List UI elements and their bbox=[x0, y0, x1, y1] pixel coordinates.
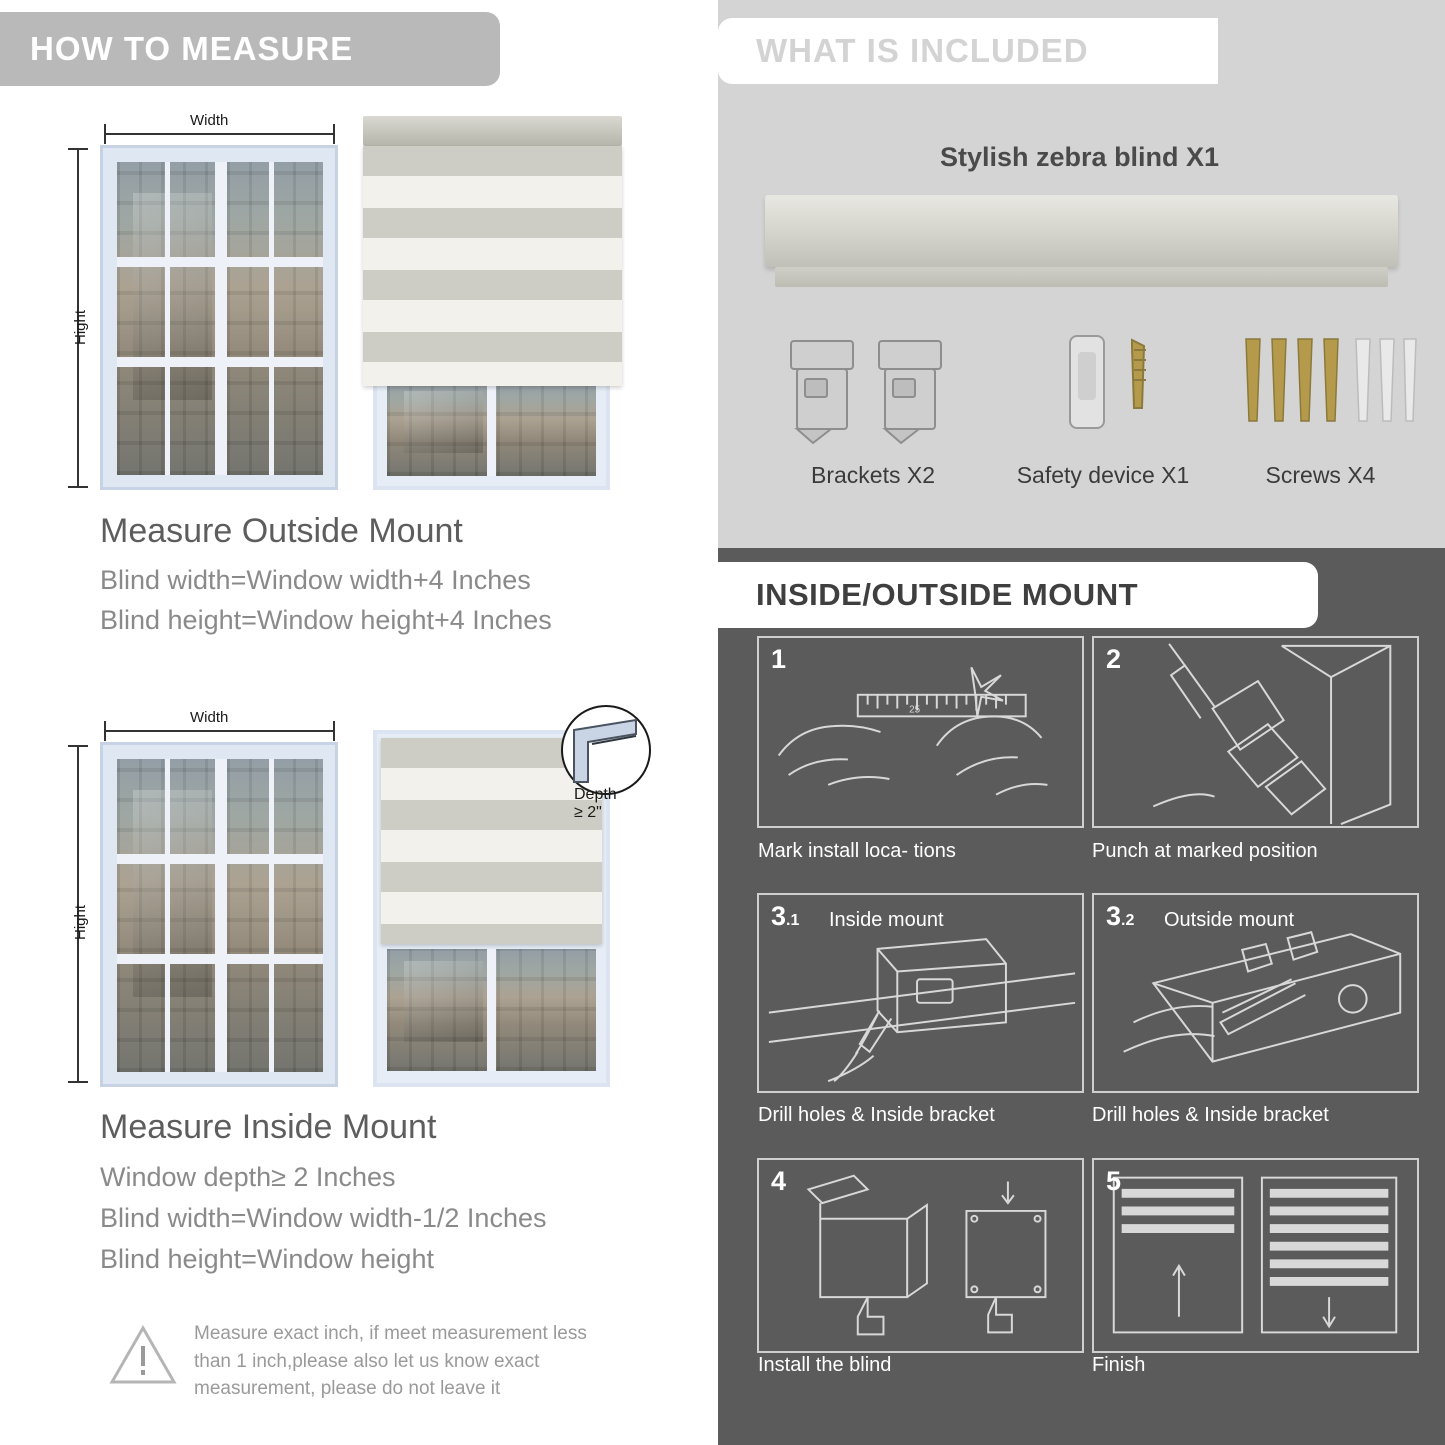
window-inside-glass bbox=[117, 759, 323, 1072]
zebra-blind-bottom-rail bbox=[775, 267, 1388, 287]
window-muntin-2 bbox=[269, 162, 274, 475]
drill-icon bbox=[1094, 638, 1417, 826]
inside-width-dim-line bbox=[104, 730, 335, 732]
part-caption-screws: Screws X4 bbox=[1265, 462, 1376, 488]
step-caption-1: Mark install loca- tions bbox=[758, 840, 956, 862]
measurement-note-text: Measure exact inch, if meet measurement less than 1 inch,please also let us know exact measurement, please do not leave it bbox=[194, 1323, 587, 1400]
hand-tape-measure-icon bbox=[759, 638, 1082, 826]
step-number-3-2-sub: .2 bbox=[1121, 912, 1135, 929]
what-is-included-tab: WHAT IS INCLUDED bbox=[718, 18, 1218, 84]
step-caption-3-1: Drill holes & Inside bracket bbox=[758, 1104, 995, 1126]
inside-outside-mount-panel bbox=[718, 548, 1445, 1445]
outside-width-dim-line bbox=[104, 133, 335, 135]
how-to-measure-tab: HOW TO MEASURE bbox=[0, 12, 500, 86]
step-card-3-1 bbox=[757, 893, 1084, 1093]
window-outside-glass bbox=[117, 162, 323, 475]
inside-width-label: Width bbox=[186, 709, 232, 726]
step-caption-3-2: Drill holes & Inside bracket bbox=[1092, 1104, 1329, 1126]
svg-text:25: 25 bbox=[909, 704, 921, 716]
outside-width-tick-left bbox=[104, 124, 106, 144]
window-inside-mullion-vertical bbox=[215, 759, 227, 1072]
inside-height-label: Hight bbox=[72, 904, 89, 940]
window-inside bbox=[100, 742, 338, 1087]
step-card-5 bbox=[1092, 1158, 1419, 1353]
window-muntin-1 bbox=[165, 162, 170, 475]
step-card-1 bbox=[757, 636, 1084, 828]
blind-window-mullion bbox=[487, 381, 496, 476]
blind-inside-window-mullion bbox=[487, 949, 496, 1071]
step-number-2: 2 bbox=[1106, 644, 1122, 674]
step-card-3-2 bbox=[1092, 893, 1419, 1093]
blind-inside-glass bbox=[387, 949, 596, 1071]
inside-mount-line-1: Window depth≥ 2 Inches bbox=[100, 1162, 396, 1192]
step-number-3-1-sub: .1 bbox=[786, 912, 800, 929]
safety-device-icon bbox=[1058, 330, 1183, 450]
zebra-fabric-outside bbox=[363, 146, 622, 386]
part-caption-brackets: Brackets X2 bbox=[811, 462, 935, 488]
how-to-measure-panel bbox=[0, 0, 712, 1445]
window-mullion-vertical bbox=[215, 162, 227, 475]
included-main-item: Stylish zebra blind X1 bbox=[940, 142, 1220, 172]
outside-mount-title: Measure Outside Mount bbox=[100, 512, 463, 550]
window-inside-mullion-h1 bbox=[117, 854, 323, 864]
step-number-5: 5 bbox=[1106, 1166, 1122, 1196]
warning-triangle-icon bbox=[108, 1320, 178, 1390]
blind-outside-glass bbox=[387, 381, 596, 476]
inside-width-tick-left bbox=[104, 721, 106, 741]
step-inner-label-inside-mount: Inside mount bbox=[829, 909, 944, 931]
blind-clip-icon bbox=[759, 1160, 1082, 1351]
step-number-3-1: 3.1 bbox=[771, 901, 800, 931]
zebra-blind-product-image bbox=[765, 195, 1398, 267]
inside-outside-mount-tab: INSIDE/OUTSIDE MOUNT bbox=[718, 562, 1318, 628]
measurement-note bbox=[108, 1320, 628, 1403]
inside-width-tick-right bbox=[333, 721, 335, 741]
step-number-3-2: 3.2 bbox=[1106, 901, 1135, 931]
outside-width-tick-right bbox=[333, 124, 335, 144]
part-caption-safety-device: Safety device X1 bbox=[1016, 462, 1190, 488]
depth-label: Depth ≥ 2" bbox=[574, 786, 617, 821]
step-inner-label-outside-mount: Outside mount bbox=[1164, 909, 1295, 931]
outside-height-tick-top bbox=[68, 148, 88, 150]
inside-height-tick-top bbox=[68, 745, 88, 747]
window-mullion-horizontal-1 bbox=[117, 257, 323, 267]
inside-mount-line-2: Blind width=Window width-1/2 Inches bbox=[100, 1203, 547, 1233]
inside-height-tick-bottom bbox=[68, 1081, 88, 1083]
window-inside-muntin-1 bbox=[165, 759, 170, 1072]
step-caption-4: Install the blind bbox=[758, 1354, 892, 1376]
finished-blinds-icon bbox=[1094, 1160, 1417, 1351]
outside-mount-line-2: Blind height=Window height+4 Inches bbox=[100, 605, 552, 635]
screw-icon bbox=[1238, 335, 1418, 450]
step-number-4: 4 bbox=[771, 1166, 787, 1196]
window-inside-muntin-2 bbox=[269, 759, 274, 1072]
window-outside bbox=[100, 145, 338, 490]
step-number-1: 1 bbox=[771, 644, 787, 674]
outside-height-tick-bottom bbox=[68, 486, 88, 488]
step-card-2 bbox=[1092, 636, 1419, 828]
step-caption-2: Punch at marked position bbox=[1092, 840, 1318, 862]
inside-mount-title: Measure Inside Mount bbox=[100, 1108, 437, 1146]
blind-valance-outside bbox=[363, 116, 622, 146]
bracket-icon bbox=[783, 335, 958, 450]
outside-mount-line-1: Blind width=Window width+4 Inches bbox=[100, 565, 531, 595]
step-card-4 bbox=[757, 1158, 1084, 1353]
window-mullion-horizontal-2 bbox=[117, 357, 323, 367]
outside-height-label: Hight bbox=[72, 309, 89, 345]
outside-width-label: Width bbox=[186, 112, 232, 129]
inside-mount-line-3: Blind height=Window height bbox=[100, 1244, 434, 1274]
window-inside-mullion-h2 bbox=[117, 954, 323, 964]
step-caption-5: Finish bbox=[1092, 1354, 1146, 1376]
